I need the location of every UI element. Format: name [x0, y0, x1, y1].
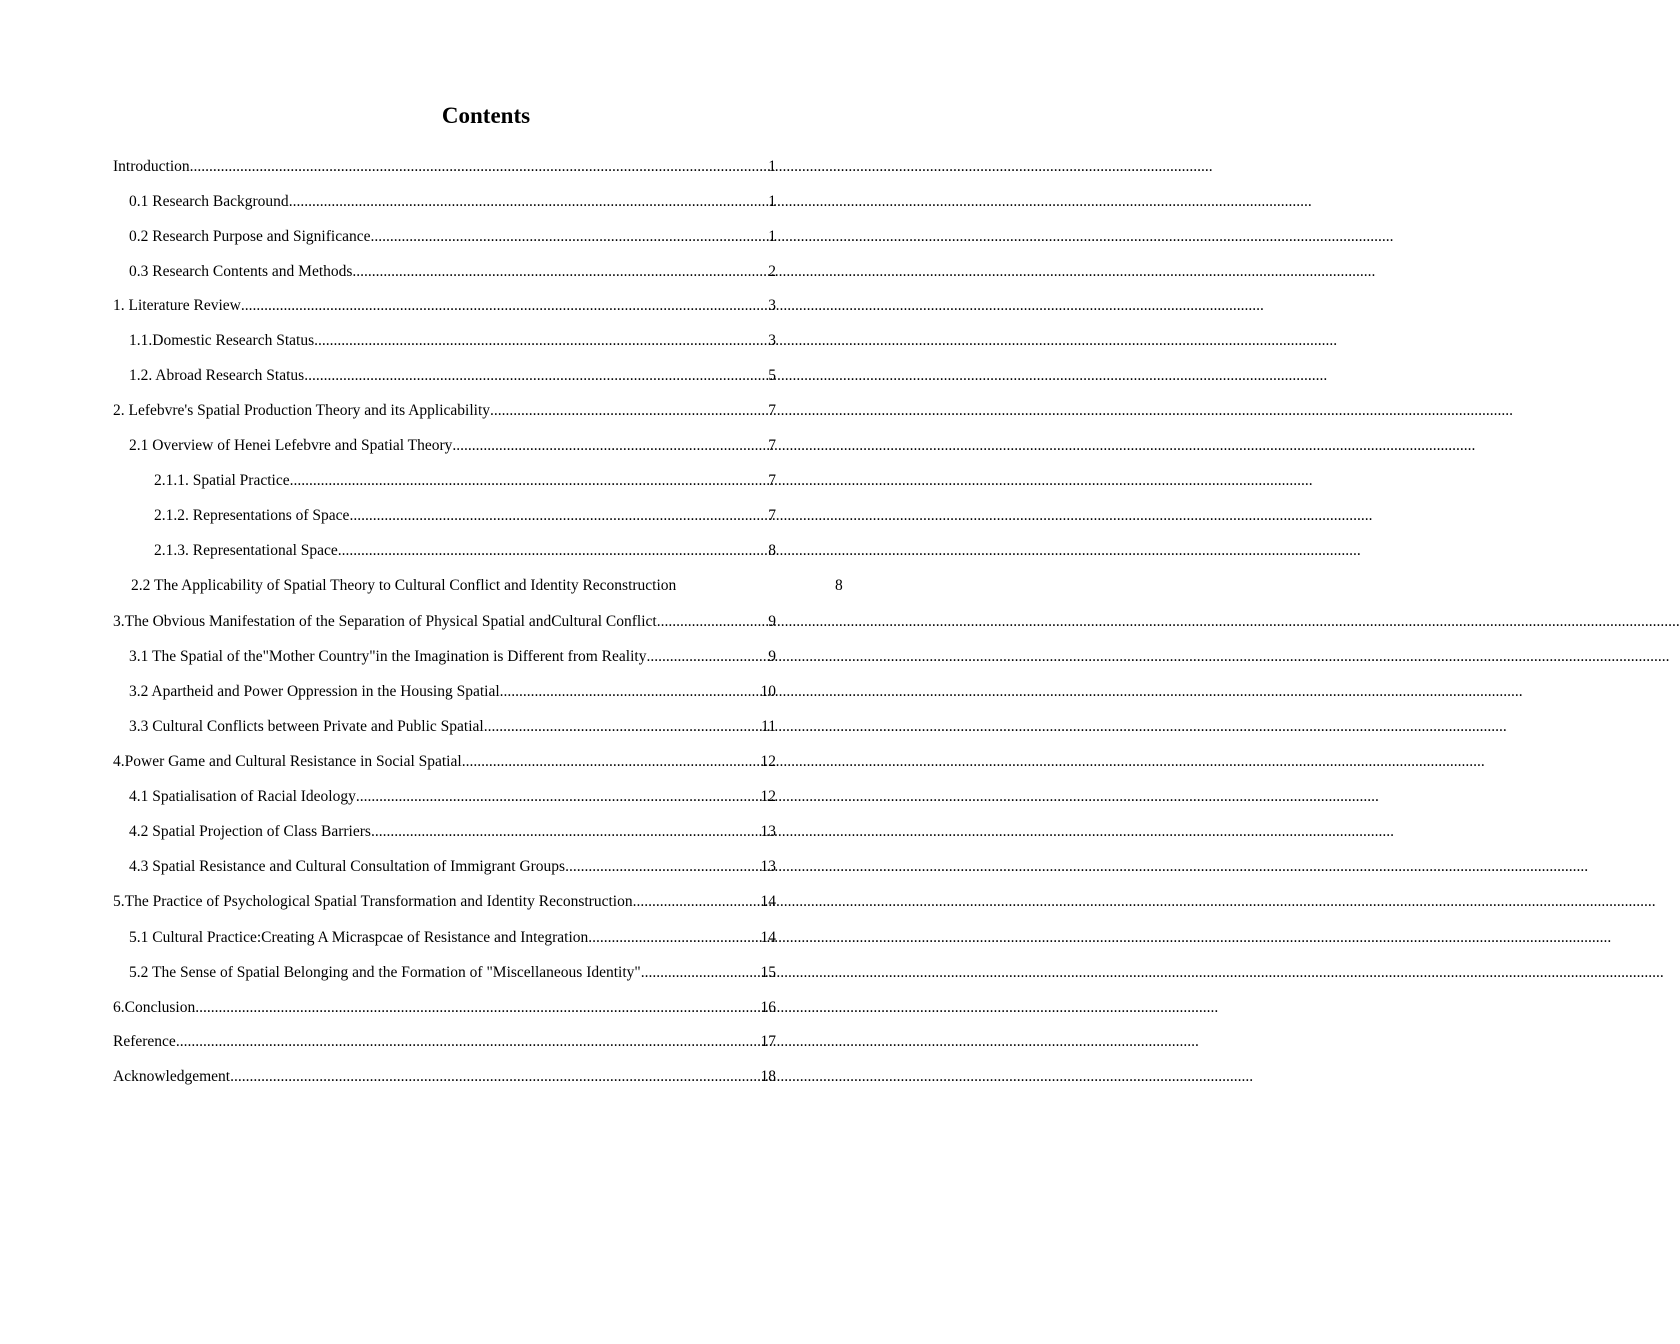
toc-entry-page: 5 [768, 367, 776, 384]
toc-entry-class-barriers[interactable] [129, 821, 776, 843]
toc-leader-dots [657, 611, 769, 633]
toc-entry-spatial-practice[interactable] [154, 470, 776, 492]
toc-entry-page: 3 [768, 297, 776, 314]
toc-leader-dots [230, 1066, 760, 1088]
toc-entry-title: 4.3 Spatial Resistance and Cultural Consultation of Immigrant Groups [129, 858, 566, 875]
toc-entry-title: 3.The Obvious Manifestation of the Separation of Physical Spatial andCultural Conflict [113, 613, 657, 630]
toc-entry-page: 2 [768, 263, 776, 280]
toc-entry-reference[interactable] [113, 1031, 776, 1053]
toc-entry-research-background[interactable] [129, 191, 776, 213]
toc-entry-title: 0.1 Research Background [129, 193, 289, 210]
toc-entry-title: 4.2 Spatial Projection of Class Barriers [129, 823, 371, 840]
toc-entry-page: 15 [760, 964, 776, 981]
toc-leader-dots [352, 261, 768, 283]
toc-entry-page: 17 [760, 1033, 776, 1050]
toc-leader-dots [462, 751, 761, 773]
toc-leader-dots [314, 330, 768, 352]
toc-leader-dots [500, 681, 761, 703]
toc-entry-page: 13 [760, 823, 776, 840]
toc-entry-title: 2.1.3. Representational Space [154, 542, 338, 559]
toc-entry-lefebvre-theory[interactable] [113, 400, 776, 422]
toc-entry-page: 11 [761, 718, 776, 735]
toc-entry-page: 13 [760, 858, 776, 875]
toc-entry-page: 10 [760, 683, 776, 700]
toc-entry-title: 1. Literature Review [113, 297, 241, 314]
toc-entry-spatial-resistance[interactable] [129, 856, 776, 878]
toc-entry-power-game[interactable] [113, 751, 776, 773]
toc-entry-title: 2.1 Overview of Henei Lefebvre and Spatial Theory [129, 437, 453, 454]
toc-entry-title: 0.2 Research Purpose and Significance [129, 228, 371, 245]
toc-leader-dots [289, 191, 769, 213]
toc-leader-dots [304, 365, 768, 387]
toc-entry-title: 5.1 Cultural Practice:Creating A Micraspcae of Resistance and Integration [129, 929, 589, 946]
toc-entry-page: 18 [760, 1068, 776, 1085]
toc-leader-dots [176, 1031, 761, 1053]
toc-leader-dots [452, 435, 768, 457]
toc-leader-dots [641, 962, 761, 984]
toc-leader-dots [338, 540, 768, 562]
toc-entry-literature-review[interactable] [113, 295, 776, 317]
toc-entry-page: 16 [760, 999, 776, 1016]
toc-entry-title: 3.3 Cultural Conflicts between Private and Public Spatial [129, 718, 484, 735]
toc-entry-page: 1 [768, 158, 776, 175]
toc-entry-title: Introduction [113, 158, 190, 175]
toc-leader-dots [633, 891, 761, 913]
toc-entry-page: 7 [768, 507, 776, 524]
toc-leader-dots [195, 997, 760, 1019]
toc-leader-dots [646, 646, 768, 668]
toc-entry-page: 7 [768, 472, 776, 489]
toc-entry-title: 1.1.Domestic Research Status [129, 332, 315, 349]
toc-entry-title: 2.1.1. Spatial Practice [154, 472, 290, 489]
toc-leader-dots [356, 786, 761, 808]
toc-entry-introduction[interactable] [113, 156, 776, 178]
toc-entry-representations-of-space[interactable] [154, 505, 776, 527]
toc-entry-mother-country[interactable] [129, 646, 776, 668]
toc-leader-dots [565, 856, 760, 878]
toc-leader-dots [484, 716, 761, 738]
toc-entry-applicability[interactable] [131, 575, 843, 597]
toc-entry-title: 0.3 Research Contents and Methods [129, 263, 353, 280]
toc-entry-page: 8 [835, 577, 843, 594]
toc-entry-racial-ideology[interactable] [129, 786, 776, 808]
toc-entry-page: 12 [760, 753, 776, 770]
toc-leader-dots [241, 295, 768, 317]
toc-entry-page: 14 [760, 893, 776, 910]
toc-entry-page: 7 [768, 402, 776, 419]
toc-entry-cultural-practice[interactable] [129, 927, 776, 949]
toc-entry-apartheid[interactable] [129, 681, 776, 703]
toc-entry-research-contents[interactable] [129, 261, 776, 283]
toc-entry-title: 4.1 Spatialisation of Racial Ideology [129, 788, 356, 805]
toc-entry-title: 2.1.2. Representations of Space [154, 507, 350, 524]
toc-leader-dots [371, 821, 761, 843]
toc-entry-spatial-belonging[interactable] [129, 962, 776, 984]
toc-leader-dots [190, 156, 769, 178]
toc-entry-page: 7 [768, 437, 776, 454]
toc-leader-dots [370, 226, 768, 248]
toc-entry-title: 3.1 The Spatial of the"Mother Country"in the Imagination is Different from Reality [129, 648, 647, 665]
toc-entry-representational-space[interactable] [154, 540, 776, 562]
toc-entry-page: 3 [768, 332, 776, 349]
toc-entry-page: 14 [760, 929, 776, 946]
toc-entry-title: 2. Lefebvre's Spatial Production Theory and its Applicability [113, 402, 491, 419]
toc-entry-title: 6.Conclusion [113, 999, 196, 1016]
toc-entry-conclusion[interactable] [113, 997, 776, 1019]
page-title: Contents [441, 103, 531, 128]
toc-entry-page: 1 [768, 193, 776, 210]
toc-entry-obvious-manifestation[interactable] [113, 611, 776, 633]
toc-leader-dots [490, 400, 768, 422]
toc-entry-cultural-conflicts[interactable] [129, 716, 776, 738]
toc-entry-title: 3.2 Apartheid and Power Oppression in the Housing Spatial [129, 683, 500, 700]
toc-entry-title: 5.2 The Sense of Spatial Belonging and the Formation of "Miscellaneous Identity" [129, 964, 641, 981]
toc-entry-page: 8 [768, 542, 776, 559]
toc-leader-dots [290, 470, 769, 492]
toc-leader-dots [588, 927, 760, 949]
toc-entry-psychological-spatial[interactable] [113, 891, 776, 913]
toc-entry-abroad-research[interactable] [129, 365, 776, 387]
toc-entry-page: 12 [760, 788, 776, 805]
toc-entry-page: 1 [768, 228, 776, 245]
toc-entry-title: 4.Power Game and Cultural Resistance in Social Spatial [113, 753, 462, 770]
toc-entry-domestic-research[interactable] [129, 330, 776, 352]
toc-entry-title: Reference [113, 1033, 176, 1050]
toc-entry-title: 2.2 The Applicability of Spatial Theory to Cultural Conflict and Identity Reconstruction [131, 577, 677, 594]
toc-leader-dots [349, 505, 768, 527]
toc-entry-page: 9 [768, 648, 776, 665]
toc-entry-title: 1.2. Abroad Research Status [129, 367, 305, 384]
toc-entry-page: 9 [768, 613, 776, 630]
toc-entry-title: 5.The Practice of Psychological Spatial Transformation and Identity Reconstruction [113, 893, 633, 910]
toc-entry-acknowledgement[interactable] [113, 1066, 776, 1088]
toc-entry-overview-lefebvre[interactable] [129, 435, 776, 457]
toc-entry-title: Acknowledgement [113, 1068, 231, 1085]
toc-entry-research-purpose[interactable] [129, 226, 776, 248]
